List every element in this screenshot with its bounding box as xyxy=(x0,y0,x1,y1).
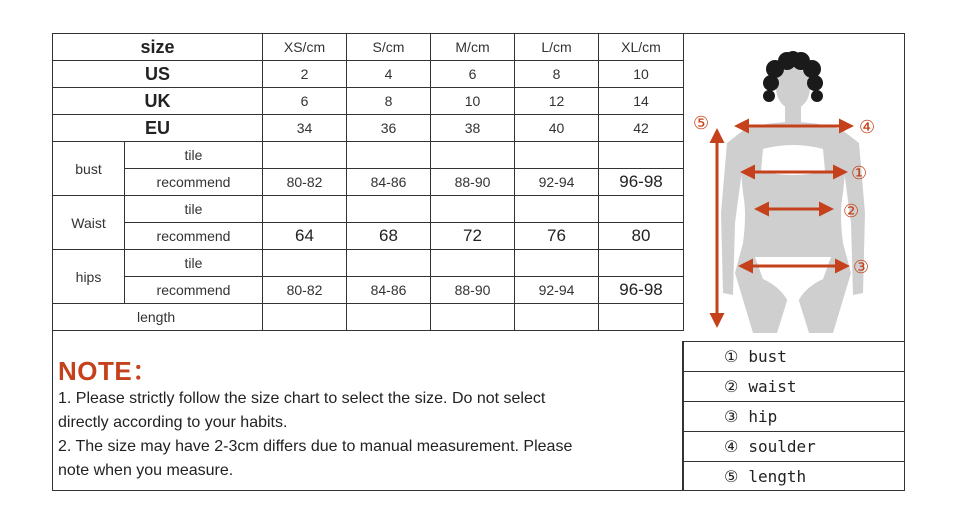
table-cell: 64 xyxy=(263,223,347,250)
bust-recommend-row xyxy=(53,169,684,196)
table-cell: 96-98 xyxy=(599,277,684,304)
table-cell xyxy=(431,304,515,331)
legend-item xyxy=(684,461,904,491)
us-row xyxy=(53,61,684,88)
table-cell: 6 xyxy=(263,88,347,115)
hips-recommend-row xyxy=(53,277,684,304)
sub-label-tile: tile xyxy=(125,142,263,169)
marker-4: ④ xyxy=(859,117,876,138)
table-cell xyxy=(515,250,599,277)
uk-row xyxy=(53,88,684,115)
table-cell xyxy=(515,142,599,169)
table-cell: 40 xyxy=(515,115,599,142)
note-line: note when you measure. xyxy=(58,462,234,479)
row-label-waist: Waist xyxy=(53,196,125,250)
row-label-eu: EU xyxy=(53,115,263,142)
legend-item xyxy=(684,401,904,431)
table-cell: 80-82 xyxy=(263,277,347,304)
table-cell xyxy=(599,250,684,277)
table-cell xyxy=(599,196,684,223)
header-l: L/cm xyxy=(515,34,599,61)
table-cell: 92-94 xyxy=(515,277,599,304)
table-cell: 88-90 xyxy=(431,277,515,304)
table-cell: 80-82 xyxy=(263,169,347,196)
table-cell xyxy=(347,304,431,331)
table-cell: 84-86 xyxy=(347,277,431,304)
table-cell: 14 xyxy=(599,88,684,115)
table-cell xyxy=(347,250,431,277)
marker-1: ① xyxy=(851,163,868,184)
header-xs: XS/cm xyxy=(263,34,347,61)
hips-tile-row xyxy=(53,250,684,277)
header-row xyxy=(53,34,684,61)
row-label-hips: hips xyxy=(53,250,125,304)
table-cell: 80 xyxy=(599,223,684,250)
table-cell: 2 xyxy=(263,61,347,88)
waist-recommend-row xyxy=(53,223,684,250)
table-cell: 42 xyxy=(599,115,684,142)
table-cell xyxy=(263,250,347,277)
table-cell: 10 xyxy=(599,61,684,88)
table-cell xyxy=(431,250,515,277)
legend-label: waist xyxy=(748,377,797,396)
table-cell: 38 xyxy=(431,115,515,142)
legend-number: ④ xyxy=(724,437,739,456)
legend-number: ⑤ xyxy=(724,467,739,486)
legend-label: length xyxy=(748,467,807,486)
table-cell: 76 xyxy=(515,223,599,250)
table-cell xyxy=(599,142,684,169)
note-line: directly according to your habits. xyxy=(58,414,288,431)
sub-label-recommend: recommend xyxy=(125,169,263,196)
legend-item xyxy=(684,371,904,401)
table-cell: 8 xyxy=(515,61,599,88)
sub-label-tile: tile xyxy=(125,196,263,223)
table-cell: 6 xyxy=(431,61,515,88)
header-m: M/cm xyxy=(431,34,515,61)
sub-label-recommend: recommend xyxy=(125,223,263,250)
marker-3: ③ xyxy=(853,257,870,278)
table-cell: 84-86 xyxy=(347,169,431,196)
table-cell: 88-90 xyxy=(431,169,515,196)
sub-label-recommend: recommend xyxy=(125,277,263,304)
legend-number: ③ xyxy=(724,407,739,426)
table-cell xyxy=(347,196,431,223)
marker-2: ② xyxy=(843,201,860,222)
table-cell xyxy=(263,142,347,169)
row-label-length: length xyxy=(53,304,263,331)
table-cell xyxy=(263,304,347,331)
header-size: size xyxy=(53,34,263,61)
table-cell: 8 xyxy=(347,88,431,115)
sub-label-tile: tile xyxy=(125,250,263,277)
note-line: 1. Please strictly follow the size chart to select the size. Do not select xyxy=(58,390,546,407)
table-cell: 34 xyxy=(263,115,347,142)
row-label-uk: UK xyxy=(53,88,263,115)
waist-tile-row xyxy=(53,196,684,223)
table-cell: 4 xyxy=(347,61,431,88)
row-label-bust: bust xyxy=(53,142,125,196)
eu-row xyxy=(53,115,684,142)
row-label-us: US xyxy=(53,61,263,88)
note-line: 2. The size may have 2-3cm differs due to manual measurement. Please xyxy=(58,438,573,455)
table-cell: 68 xyxy=(347,223,431,250)
length-row xyxy=(53,304,684,331)
legend-number: ② xyxy=(724,377,739,396)
note-title: NOTE： xyxy=(58,356,159,386)
table-cell: 12 xyxy=(515,88,599,115)
legend-label: soulder xyxy=(748,437,816,456)
table-cell xyxy=(599,304,684,331)
table-cell xyxy=(431,196,515,223)
table-cell: 72 xyxy=(431,223,515,250)
table-cell xyxy=(263,196,347,223)
table-cell xyxy=(431,142,515,169)
table-cell: 10 xyxy=(431,88,515,115)
legend-label: hip xyxy=(748,407,778,426)
note-text xyxy=(58,387,678,483)
legend-item xyxy=(684,431,904,461)
marker-5: ⑤ xyxy=(693,113,710,134)
bust-tile-row xyxy=(53,142,684,169)
legend-item xyxy=(684,341,904,371)
table-cell: 96-98 xyxy=(599,169,684,196)
table-cell: 92-94 xyxy=(515,169,599,196)
table-cell xyxy=(515,196,599,223)
table-cell xyxy=(347,142,431,169)
measurement-legend xyxy=(683,341,905,491)
body-figure xyxy=(683,33,905,341)
table-cell xyxy=(515,304,599,331)
legend-number: ① xyxy=(724,347,739,366)
table-cell: 36 xyxy=(347,115,431,142)
size-table xyxy=(52,33,684,331)
header-xl: XL/cm xyxy=(599,34,684,61)
header-s: S/cm xyxy=(347,34,431,61)
note-section xyxy=(52,341,683,491)
legend-label: bust xyxy=(748,347,787,366)
